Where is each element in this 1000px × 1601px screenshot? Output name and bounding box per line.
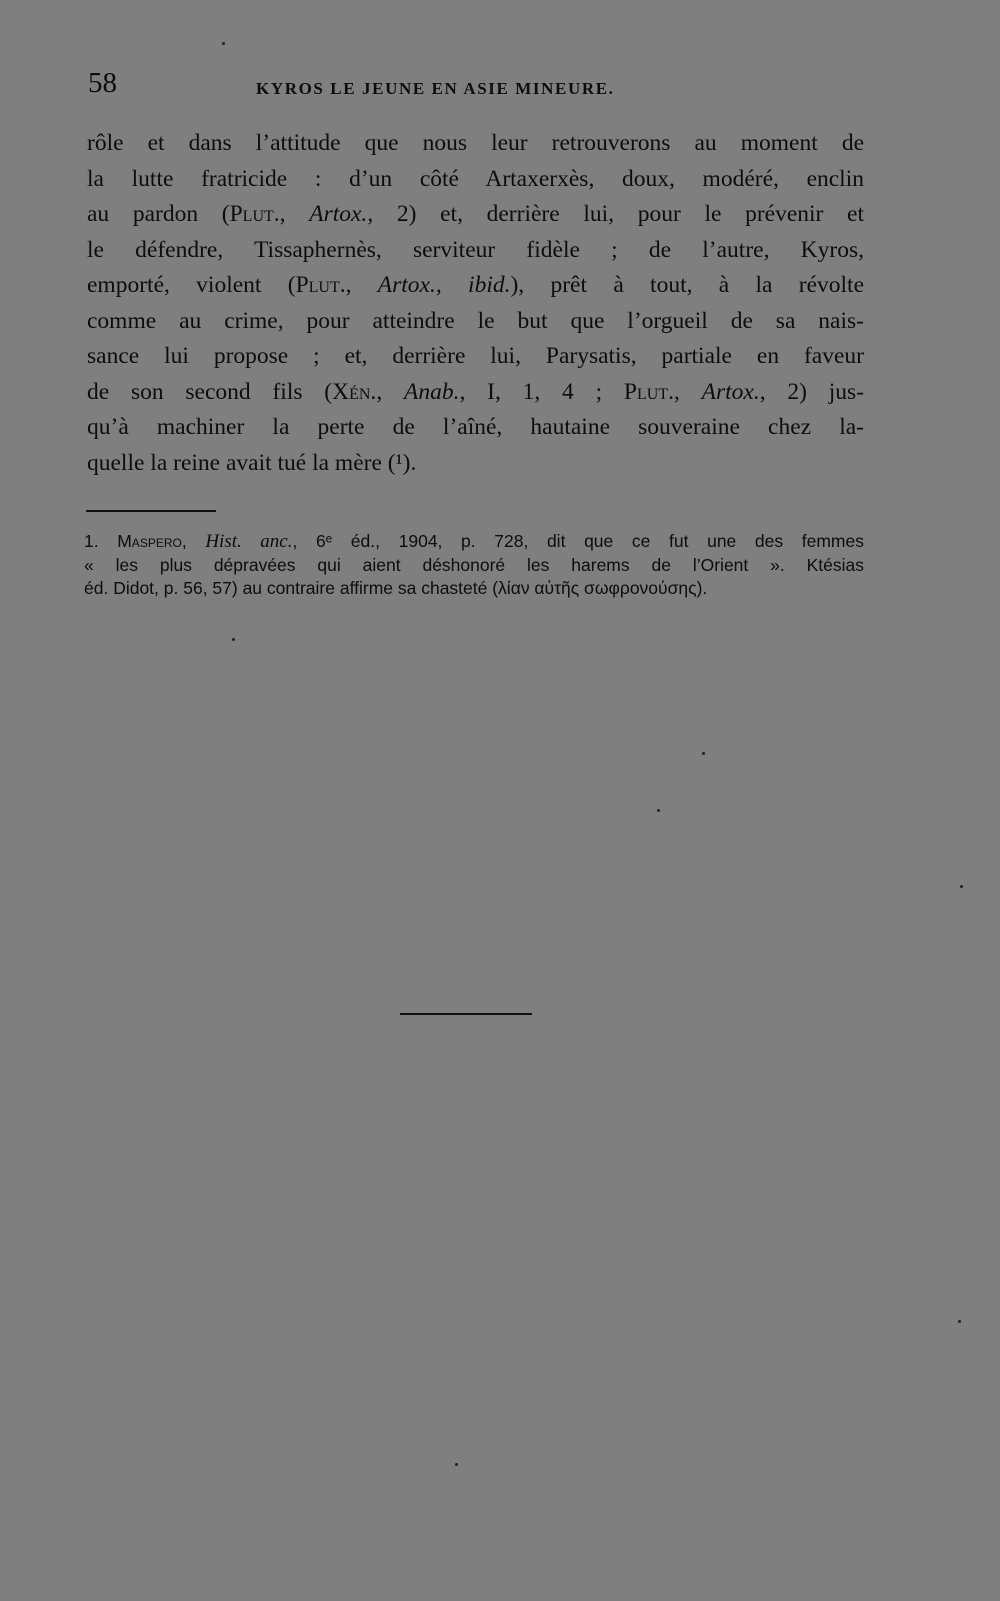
scan-speck [232, 638, 235, 641]
author-abbrev: Xén. [332, 378, 377, 405]
work-title: Hist. anc. [205, 531, 293, 552]
scan-speck [702, 752, 705, 755]
footnote-line: éd. Didot, p. 56, 57) au contraire affirme sa chasteté (λίαν αὐτῆς σωφρονούσης). [84, 578, 708, 598]
page-header [88, 66, 868, 106]
text-line: la lutte fratricide : d’un côté Artaxerxès, doux, modéré, enclin [87, 165, 864, 192]
work-title: Anab. [403, 378, 460, 405]
work-title: Artox. [309, 201, 368, 227]
author-name: Maspero [117, 531, 182, 551]
scan-speck [958, 1320, 961, 1323]
scan-speck [657, 809, 660, 812]
text-line [87, 268, 864, 304]
text-fragment: , [279, 201, 310, 227]
footnote [84, 530, 864, 601]
text-fragment: emporté, violent ( [87, 272, 296, 298]
text-fragment: , 2) jus- [759, 378, 865, 405]
text-fragment: au pardon ( [87, 201, 230, 227]
running-title: KYROS LE JEUNE EN ASIE MINEURE. [256, 79, 615, 98]
scan-speck [222, 42, 225, 45]
text-fragment: , 6ᵉ éd., 1904, p. 728, dit que ce fut une des femmes [292, 531, 864, 551]
text-fragment: , [345, 272, 378, 298]
author-abbrev: Plut. [229, 201, 280, 227]
scan-speck [455, 1463, 458, 1466]
page-number: 58 [88, 67, 117, 99]
text-line [87, 197, 864, 233]
text-fragment: , 2) et, derrière lui, pour le prévenir et [367, 201, 865, 227]
text-line: sance lui propose ; et, derrière lui, Parysatis, partiale en faveur [87, 343, 864, 369]
scan-speck [960, 885, 963, 888]
author-abbrev: Plut. [295, 272, 346, 298]
text-line: quelle la reine avait tué la mère (¹). [87, 449, 417, 476]
footnote-line: « les plus dépravées qui aient déshonoré les harems de l’Orient ». Ktésias [84, 554, 864, 575]
bottom-rule [400, 1013, 532, 1015]
text-fragment: , I, 1, 4 ; [459, 378, 624, 405]
text-line: rôle et dans l’attitude que nous leur retrouverons au moment de [87, 130, 864, 156]
text-line [87, 375, 864, 411]
text-fragment: de son second fils ( [87, 378, 333, 405]
text-fragment: , [376, 378, 404, 405]
work-title: Artox. [701, 378, 760, 405]
author-abbrev: Plut. [623, 378, 674, 405]
text-fragment: ), prêt à tout, à la révolte [510, 272, 864, 298]
footnote-separator [86, 510, 216, 512]
text-fragment: , [673, 378, 702, 405]
work-title: Artox., ibid. [377, 272, 511, 298]
text-line: comme au crime, pour atteindre le but que l’orgueil de sa nais- [87, 307, 864, 334]
text-fragment: , [181, 531, 206, 551]
main-paragraph [87, 126, 864, 481]
text-line: le défendre, Tissaphernès, serviteur fidèle ; de l’autre, Kyros, [87, 236, 864, 263]
text-line: qu’à machiner la perte de l’aîné, hautaine souveraine chez la- [87, 414, 864, 440]
footnote-number: 1. [84, 531, 118, 551]
footnote-line [84, 530, 864, 554]
